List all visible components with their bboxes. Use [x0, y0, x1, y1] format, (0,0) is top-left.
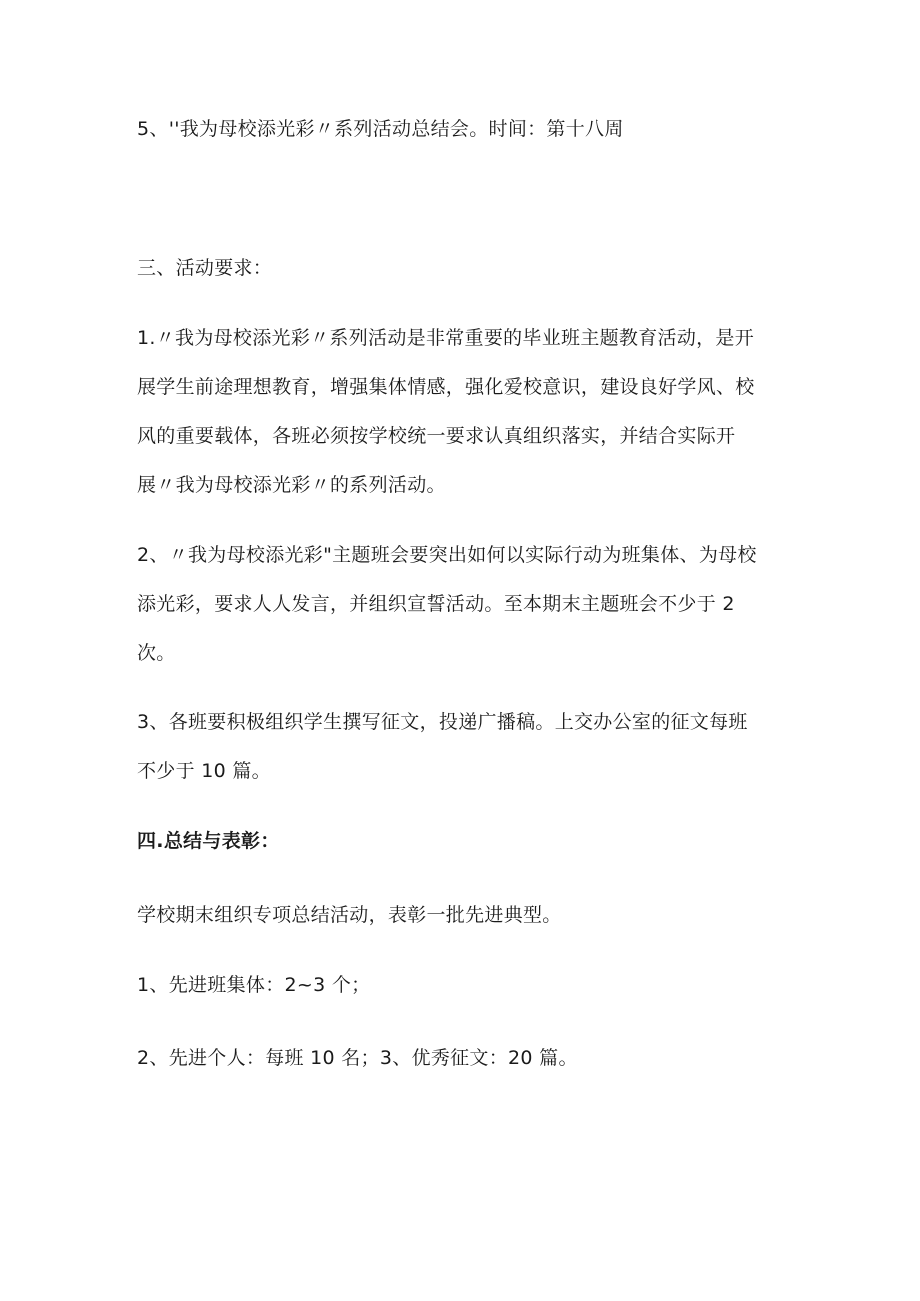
requirement-3-line: 不少于 10 篇。 [137, 760, 271, 782]
summary-intro: 学校期末组织专项总结活动，表彰一批先进典型。 [137, 904, 562, 926]
requirement-2-line: 2、〃我为母校添光彩"主题班会要突出如何以实际行动为班集体、为母校 [137, 544, 757, 566]
requirement-1-line: 展学生前途理想教育，增强集体情感，强化爱校意识，建设良好学风、校 [137, 376, 755, 398]
activity-item-5: 5、''我为母校添光彩〃系列活动总结会。时间：第十八周 [137, 118, 624, 140]
requirement-1-line: 风的重要载体，各班必须按学校统一要求认真组织落实，并结合实际开 [137, 425, 736, 447]
award-item-2: 2、先进个人：每班 10 名；3、优秀征文：20 篇。 [137, 1047, 578, 1069]
award-item-1: 1、先进班集体：2~3 个； [137, 974, 371, 996]
section-heading-summary: 四.总结与表彰： [137, 830, 280, 852]
section-heading-requirements: 三、活动要求： [137, 257, 273, 279]
requirement-3-line: 3、各班要积极组织学生撰写征文，投递广播稿。上交办公室的征文每班 [137, 711, 748, 733]
requirement-2-line: 添光彩，要求人人发言，并组织宣誓活动。至本期末主题班会不少于 2 [137, 593, 735, 615]
requirement-1-line: 展〃我为母校添光彩〃的系列活动。 [137, 474, 446, 496]
requirement-3-paragraph [137, 710, 787, 783]
requirement-1-line: 1.〃我为母校添光彩〃系列活动是非常重要的毕业班主题教育活动，是开 [137, 327, 755, 349]
requirement-1-paragraph [137, 326, 787, 497]
requirement-2-line: 次。 [137, 642, 176, 664]
requirement-2-paragraph [137, 543, 787, 665]
